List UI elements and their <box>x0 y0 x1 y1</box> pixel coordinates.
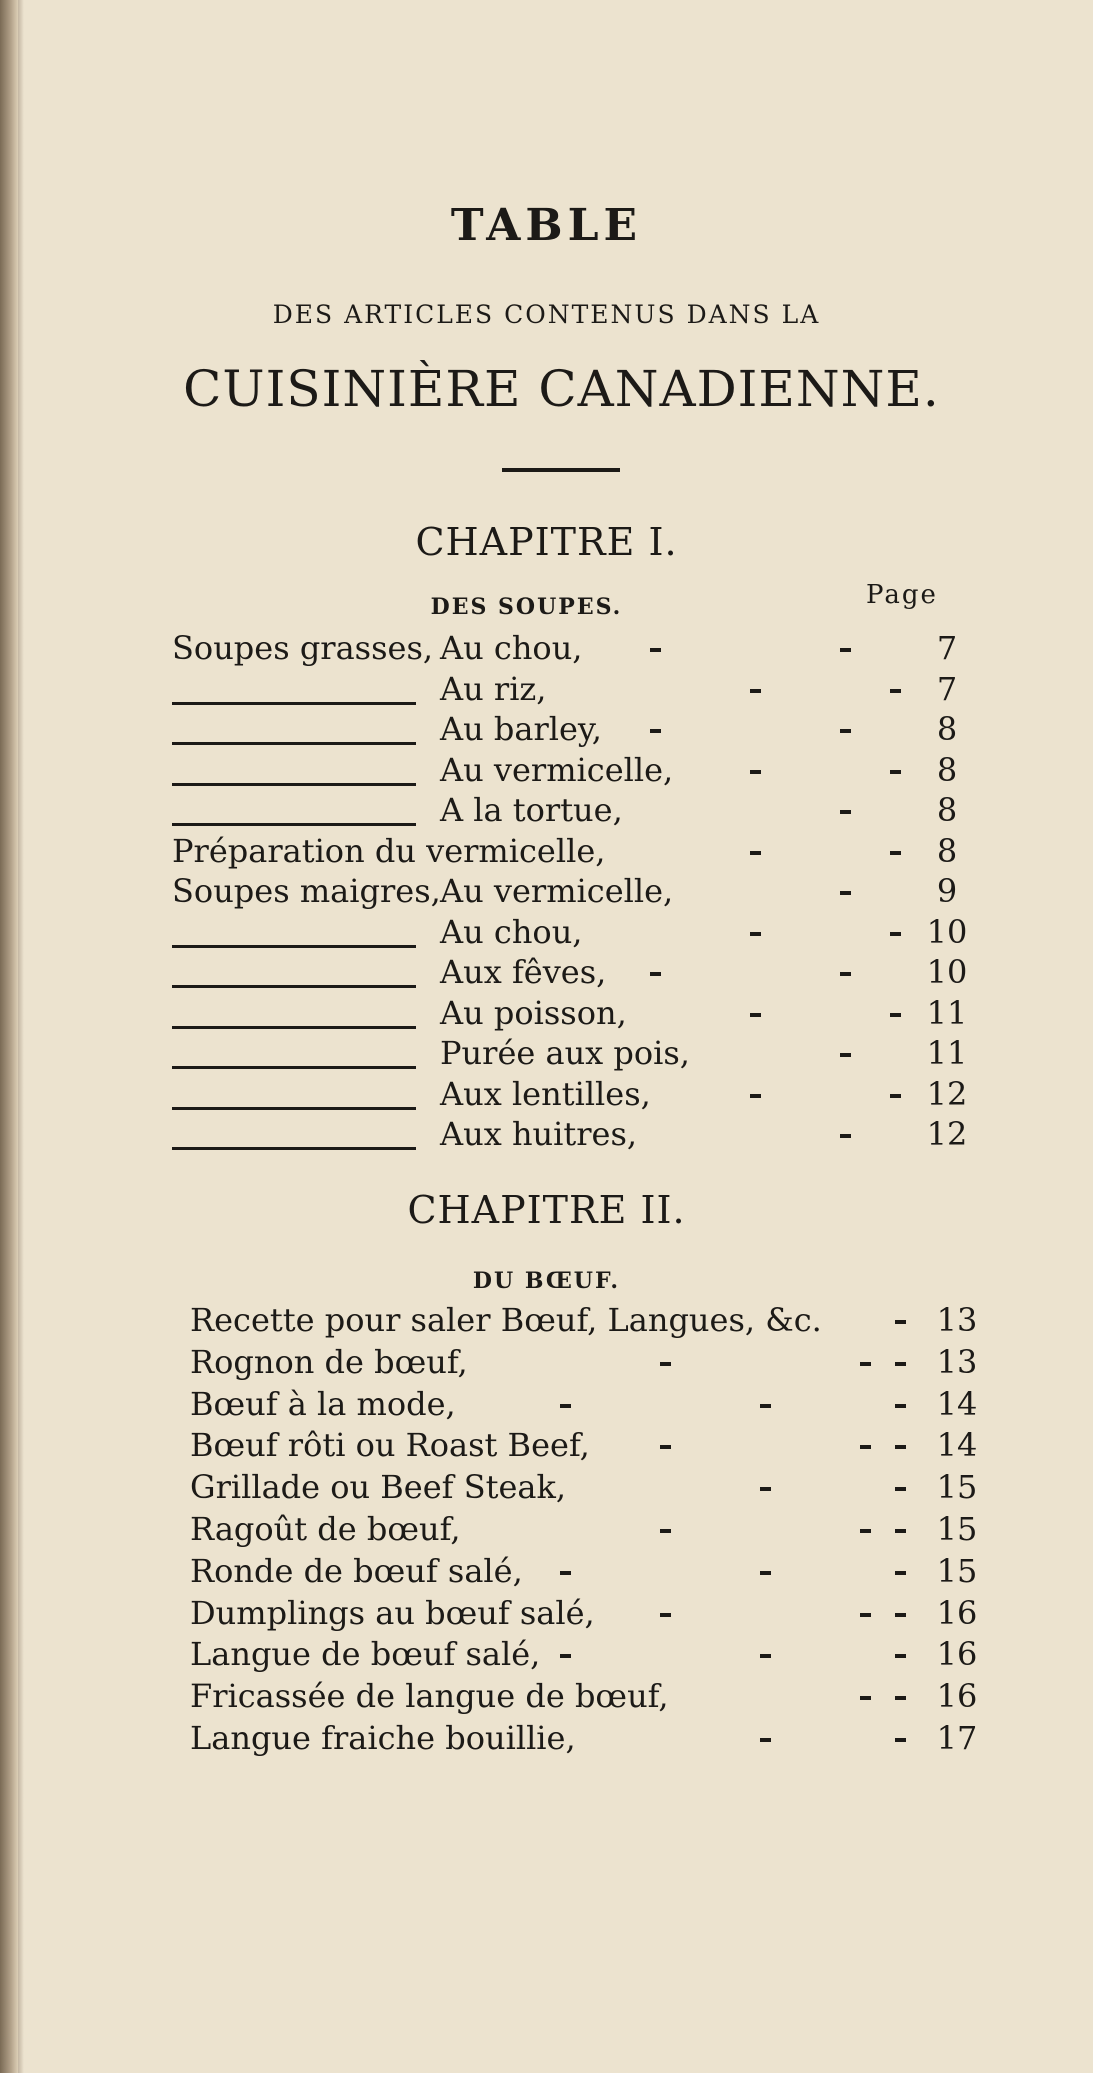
toc-entry-title: Aux lentilles, <box>440 1075 651 1113</box>
toc-entry-title: Recette pour saler Bœuf, Langues, &c. <box>190 1301 822 1339</box>
leader-dash <box>895 1404 906 1408</box>
toc-entry-title: Langue de bœuf salé, <box>190 1635 541 1673</box>
toc-entry-page: 14 <box>936 1426 978 1464</box>
toc-entry-title: Grillade ou Beef Steak, <box>190 1468 567 1506</box>
leader-dash <box>560 1571 571 1575</box>
leader-dash <box>890 1094 901 1098</box>
leader-dash <box>860 1445 871 1449</box>
leader-dash <box>890 1013 901 1017</box>
toc-entry-page: 8 <box>936 791 958 829</box>
toc-entry-page: 8 <box>936 751 958 789</box>
book-title: CUISINIÈRE CANADIENNE. <box>183 360 940 418</box>
ditto-rule <box>172 1147 416 1150</box>
toc-entry-page: 15 <box>936 1552 978 1590</box>
toc-entry-page: 10 <box>926 953 968 991</box>
leader-dash <box>895 1445 906 1449</box>
toc-entry <box>0 709 1093 749</box>
leader-dash <box>660 1445 671 1449</box>
leader-dash <box>560 1404 571 1408</box>
toc-entry <box>0 1634 1093 1674</box>
toc-entry-group-label: Soupes maigres, <box>172 872 441 910</box>
toc-entry-page: 8 <box>936 832 958 870</box>
leader-dash <box>890 770 901 774</box>
toc-entry-page: 13 <box>936 1343 978 1381</box>
toc-entry-page: 16 <box>936 1677 978 1715</box>
leader-dash <box>650 729 661 733</box>
ditto-rule <box>172 823 416 826</box>
ditto-rule <box>172 1026 416 1029</box>
leader-dash <box>660 1362 671 1366</box>
toc-entry <box>0 1551 1093 1591</box>
toc-entry <box>0 1509 1093 1549</box>
leader-dash <box>650 972 661 976</box>
toc-entry <box>0 1676 1093 1716</box>
page-subtitle: DES ARTICLES CONTENUS DANS LA <box>272 300 821 329</box>
leader-dash <box>840 972 851 976</box>
leader-dash <box>890 851 901 855</box>
toc-entry-page: 11 <box>926 994 968 1032</box>
leader-dash <box>860 1362 871 1366</box>
ditto-rule <box>172 783 416 786</box>
ditto-rule <box>172 985 416 988</box>
toc-entry-page: 14 <box>936 1385 978 1423</box>
leader-dash <box>895 1613 906 1617</box>
toc-entry-title: A la tortue, <box>440 791 623 829</box>
toc-entry <box>0 1467 1093 1507</box>
leader-dash <box>895 1571 906 1575</box>
leader-dash <box>840 729 851 733</box>
toc-entry-title: Dumplings au bœuf salé, <box>190 1594 595 1632</box>
toc-entry-group-label: Soupes grasses, <box>172 629 434 667</box>
leader-dash <box>840 1053 851 1057</box>
toc-entry-title: Langue fraiche bouillie, <box>190 1719 576 1757</box>
leader-dash <box>860 1529 871 1533</box>
chapter-1-section: DES SOUPES. <box>430 594 623 620</box>
leader-dash <box>650 648 661 652</box>
toc-entry <box>0 871 1093 911</box>
leader-dash <box>750 932 761 936</box>
leader-dash <box>660 1613 671 1617</box>
leader-dash <box>760 1487 771 1491</box>
leader-dash <box>760 1571 771 1575</box>
leader-dash <box>660 1529 671 1533</box>
ditto-rule <box>172 945 416 948</box>
toc-entry <box>0 1114 1093 1154</box>
ditto-rule <box>172 1066 416 1069</box>
toc-entry-title: Fricassée de langue de bœuf, <box>190 1677 669 1715</box>
toc-entry-title: Ronde de bœuf salé, <box>190 1552 523 1590</box>
leader-dash <box>750 770 761 774</box>
toc-entry-title: Purée aux pois, <box>440 1034 690 1072</box>
chapter-2-title: CHAPITRE II. <box>407 1188 686 1232</box>
leader-dash <box>560 1654 571 1658</box>
toc-entry <box>0 1074 1093 1114</box>
toc-entry-title: Au barley, <box>440 710 602 748</box>
toc-entry-title: Au vermicelle, <box>440 872 674 910</box>
toc-entry-page: 17 <box>936 1719 978 1757</box>
toc-entry-page: 13 <box>936 1301 978 1339</box>
toc-entry <box>0 669 1093 709</box>
toc-entry-title: Aux fêves, <box>440 953 607 991</box>
toc-entry-title: Au chou, <box>440 629 583 667</box>
page-column-header: Page <box>866 580 938 610</box>
ditto-rule <box>172 702 416 705</box>
toc-entry-page: 7 <box>936 629 958 667</box>
leader-dash <box>760 1404 771 1408</box>
toc-entry-page: 11 <box>926 1034 968 1072</box>
chapter-2-section: DU BŒUF. <box>472 1268 621 1294</box>
leader-dash <box>840 1134 851 1138</box>
leader-dash <box>750 851 761 855</box>
toc-entry <box>0 1033 1093 1073</box>
toc-entry-page: 12 <box>926 1075 968 1113</box>
toc-entry <box>0 628 1093 668</box>
leader-dash <box>750 1013 761 1017</box>
toc-entry <box>0 1342 1093 1382</box>
toc-entry <box>0 1384 1093 1424</box>
chapter-1-title: CHAPITRE I. <box>415 520 678 564</box>
toc-entry <box>0 1718 1093 1758</box>
toc-entry-title: Préparation du vermicelle, <box>172 832 606 870</box>
leader-dash <box>895 1654 906 1658</box>
leader-dash <box>750 689 761 693</box>
ditto-rule <box>172 1107 416 1110</box>
page-title: TABLE <box>450 200 643 251</box>
toc-entry <box>0 952 1093 992</box>
leader-dash <box>860 1696 871 1700</box>
toc-entry-title: Au vermicelle, <box>440 751 674 789</box>
leader-dash <box>750 1094 761 1098</box>
leader-dash <box>895 1696 906 1700</box>
leader-dash <box>840 810 851 814</box>
toc-entry <box>0 1300 1093 1340</box>
toc-entry <box>0 831 1093 871</box>
leader-dash <box>760 1654 771 1658</box>
toc-entry-title: Bœuf à la mode, <box>190 1385 456 1423</box>
leader-dash <box>895 1738 906 1742</box>
leader-dash <box>895 1529 906 1533</box>
toc-entry <box>0 1593 1093 1633</box>
leader-dash <box>890 689 901 693</box>
toc-entry-page: 9 <box>936 872 958 910</box>
toc-entry-title: Rognon de bœuf, <box>190 1343 468 1381</box>
toc-entry <box>0 1425 1093 1465</box>
toc-entry-page: 15 <box>936 1510 978 1548</box>
toc-entry-page: 15 <box>936 1468 978 1506</box>
toc-entry-page: 16 <box>936 1594 978 1632</box>
toc-entry-page: 10 <box>926 913 968 951</box>
toc-entry-title: Aux huitres, <box>440 1115 638 1153</box>
leader-dash <box>895 1320 906 1324</box>
leader-dash <box>860 1613 871 1617</box>
toc-entry-page: 16 <box>936 1635 978 1673</box>
toc-entry-title: Au poisson, <box>440 994 627 1032</box>
leader-dash <box>760 1738 771 1742</box>
leader-dash <box>890 932 901 936</box>
leader-dash <box>895 1487 906 1491</box>
toc-entry <box>0 750 1093 790</box>
toc-entry <box>0 993 1093 1033</box>
toc-entry-title: Ragoût de bœuf, <box>190 1510 461 1548</box>
leader-dash <box>895 1362 906 1366</box>
toc-entry-title: Bœuf rôti ou Roast Beef, <box>190 1426 590 1464</box>
toc-entry <box>0 912 1093 952</box>
toc-entry-title: Au chou, <box>440 913 583 951</box>
toc-entry-page: 12 <box>926 1115 968 1153</box>
ditto-rule <box>172 742 416 745</box>
leader-dash <box>840 648 851 652</box>
toc-entry-title: Au riz, <box>440 670 547 708</box>
toc-entry-page: 8 <box>936 710 958 748</box>
toc-entry-page: 7 <box>936 670 958 708</box>
leader-dash <box>840 891 851 895</box>
toc-entry <box>0 790 1093 830</box>
